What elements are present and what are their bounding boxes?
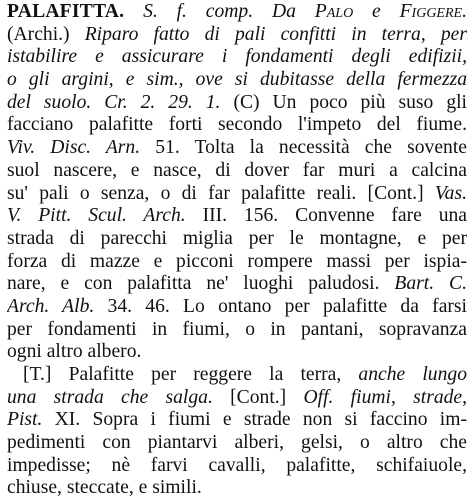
entry-line-21: impedisse; nè farvi cavalli, palafitte, schifaiuole,: [7, 454, 467, 476]
entry-line-1: [7, 1, 467, 24]
gloss-text: anche lungo: [358, 364, 467, 385]
entry-line-12: forza di mazze e picconi rompere massi per ispia-: [7, 250, 467, 272]
entry-line-4: o gli argini, e sim., ove si dubitasse della fermezza: [7, 69, 467, 91]
quotation-text: (C) Un poco più suso gli: [233, 91, 467, 113]
entry-line-19: [7, 409, 467, 432]
etymology-word-1: Palo: [314, 1, 354, 22]
entry-line-16: ogni altro albero.: [7, 341, 142, 363]
quotation-text: III. 156. Convenne fare una: [202, 205, 467, 227]
entry-line-10: [7, 205, 467, 228]
entry-line-6: facciano palafitte forti secondo l'impeto del fiume.: [7, 114, 467, 136]
citation-pist: Pist.: [7, 409, 43, 431]
quotation-text: [T.] Palafitte per reggere la terra,: [23, 364, 342, 385]
entry-line-18: [7, 387, 467, 410]
quotation-text: 51. Tolta la necessità che sovente: [155, 137, 467, 159]
quotation-text: 34. 46. Lo ontano per palafitte da farsi: [107, 295, 467, 317]
quotation-text: nare, e con palafitta ne' luoghi paludosi.: [7, 273, 380, 295]
citation-off: Off. fiumi, strade,: [303, 386, 467, 408]
entry-line-17: [7, 364, 467, 387]
citation-bart-work: Arch. Alb.: [7, 295, 95, 317]
etymology-word-2: Figgere.: [399, 1, 467, 22]
quotation-text: XI. Sopra i fiumi e strade non si faccino im-: [54, 409, 467, 431]
headword: PALAFITTA.: [7, 1, 125, 22]
citation-cr: del suolo. Cr. 2. 29. 1.: [7, 91, 221, 113]
entry-line-13: [7, 273, 467, 296]
quotation-text: su' pali o senza, o di far palafitte reali. [Cont.]: [7, 182, 424, 204]
source-tag: [Cont.]: [230, 386, 287, 408]
entry-line-15: per fondamenti in fiumi, o in pantani, sopravanza: [7, 318, 467, 340]
domain-label: (Archi.): [7, 23, 70, 45]
citation-viv: Viv. Disc. Arn.: [7, 137, 141, 159]
etymology-join: e: [372, 1, 381, 22]
grammar-note: S. f. comp. Da: [143, 1, 296, 22]
entry-line-3: istabilire e assicurare i fondamenti degli edifizii,: [7, 46, 467, 68]
entry-line-22: chiuse, steccate, e simili.: [7, 477, 202, 499]
entry-line-2: [7, 24, 467, 47]
entry-line-8: suol nascere, e nasce, di dover far muri a calcina: [7, 159, 467, 181]
entry-line-14: [7, 296, 467, 319]
entry-line-9: [7, 183, 467, 206]
entry-line-5: [7, 92, 467, 115]
citation-vas-work: V. Pitt. Scul. Arch.: [7, 205, 186, 227]
definition: Riparo fatto di pali confitti in terra, per: [84, 23, 467, 45]
gloss-text: una strada che salga.: [7, 386, 213, 408]
citation-vas: Vas.: [434, 182, 467, 204]
entry-line-7: [7, 137, 467, 160]
entry-line-11: strada di parecchi miglia per le montagne, e per: [7, 227, 467, 249]
citation-bart: Bart. C.: [394, 273, 467, 295]
entry-line-20: pedimenti con piantarvi alberi, gelsi, o altro che: [7, 432, 467, 454]
